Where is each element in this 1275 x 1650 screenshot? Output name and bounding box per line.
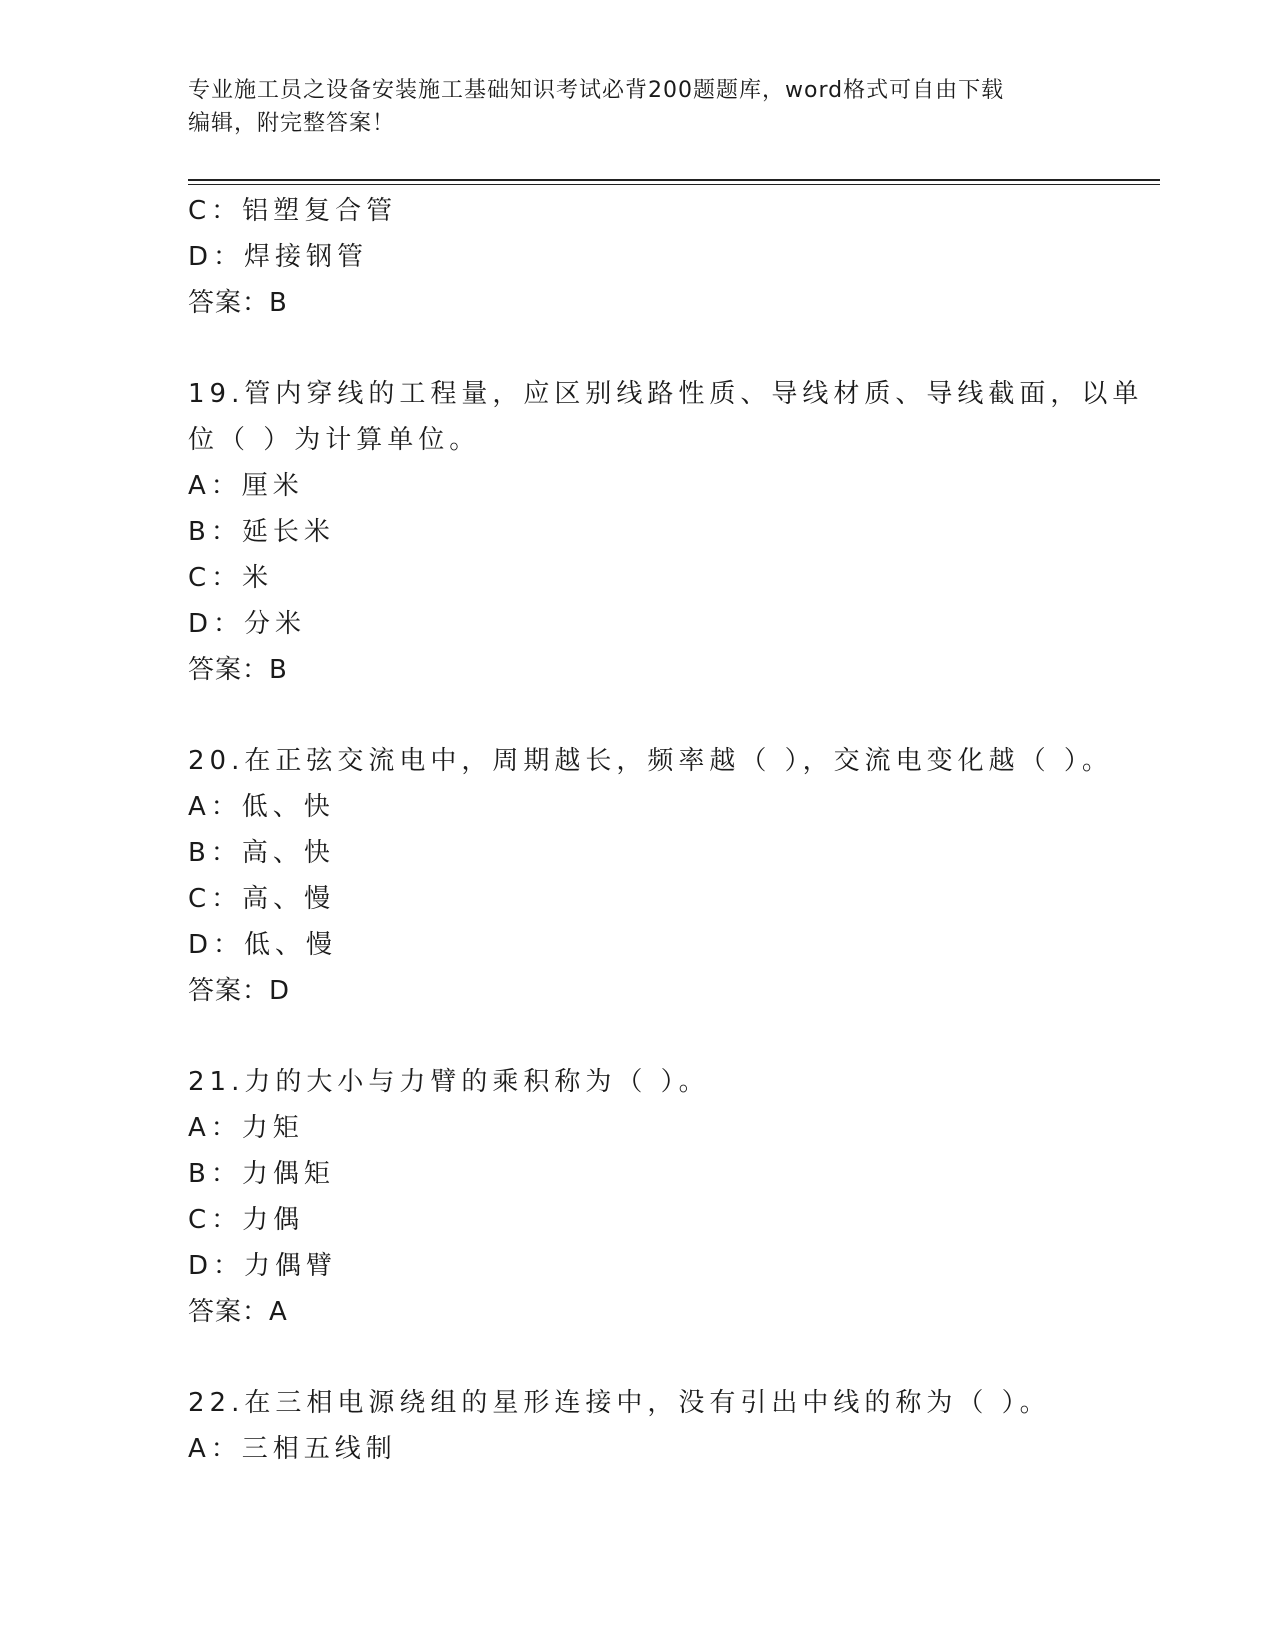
option-b: B：高、快 — [188, 838, 335, 868]
answer-line: 答案：B — [188, 655, 288, 685]
answer-line: 答案：B — [188, 288, 288, 318]
question-19 — [188, 371, 1160, 693]
question-list — [188, 188, 1160, 1472]
option-d: D：分米 — [188, 609, 307, 639]
spacer — [188, 1335, 1160, 1380]
option-d: D：低、慢 — [188, 930, 338, 960]
question-stem-line1: 19.管内穿线的工程量，应区别线路性质、导线材质、导线截面，以单 — [188, 379, 1144, 409]
question-21 — [188, 1059, 1160, 1335]
option-d: D：焊接钢管 — [188, 242, 369, 272]
option-b: B：力偶矩 — [188, 1159, 335, 1189]
header-divider-thin — [188, 184, 1160, 185]
option-d: D：力偶臂 — [188, 1251, 338, 1281]
option-a: A：力矩 — [188, 1113, 304, 1143]
option-a: A：厘米 — [188, 471, 304, 501]
answer-line: 答案：A — [188, 1297, 288, 1327]
spacer — [188, 1014, 1160, 1059]
answer-line: 答案：D — [188, 976, 291, 1006]
option-a: A：低、快 — [188, 792, 335, 822]
question-stem: 22.在三相电源绕组的星形连接中，没有引出中线的称为（ ）。 — [188, 1388, 1051, 1418]
header-divider-thick — [188, 179, 1160, 181]
question-20 — [188, 738, 1160, 1014]
question-22 — [188, 1380, 1160, 1472]
option-c: C：高、慢 — [188, 884, 336, 914]
option-c: C：力偶 — [188, 1205, 305, 1235]
header-title-line2: 编辑，附完整答案！ — [188, 111, 396, 136]
spacer — [188, 326, 1160, 371]
question-stem: 20.在正弦交流电中，周期越长，频率越（ ），交流电变化越（ ）。 — [188, 746, 1113, 776]
question-stem-line2: 位（ ）为计算单位。 — [188, 425, 481, 455]
option-b: B：延长米 — [188, 517, 335, 547]
spacer — [188, 693, 1160, 738]
question-stem: 21.力的大小与力臂的乘积称为（ ）。 — [188, 1067, 710, 1097]
option-c: C：铝塑复合管 — [188, 196, 398, 226]
question-18-tail — [188, 188, 1160, 326]
option-c: C：米 — [188, 563, 274, 593]
header-title-line1: 专业施工员之设备安装施工基础知识考试必背200题题库，word格式可自由下载 — [188, 78, 1005, 103]
page-header — [188, 74, 1088, 140]
option-a: A：三相五线制 — [188, 1434, 397, 1464]
